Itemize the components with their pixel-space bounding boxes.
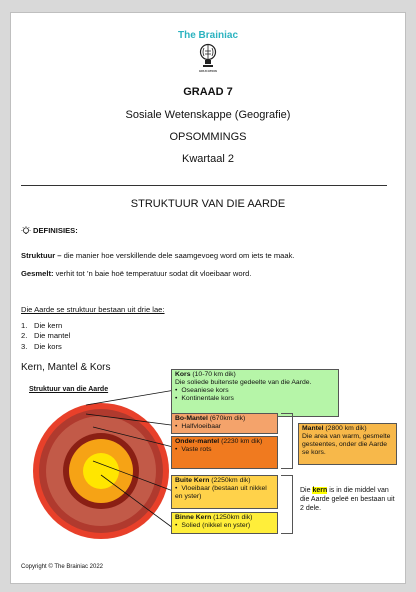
crust-box: Kors (10-70 km dik) Die soliede buitenste gedeelte van die Aarde. • Oseaniese kors • Kontinentale kors [171, 369, 339, 417]
term-heading: Kwartaal 2 [182, 153, 234, 165]
definition-term: Struktuur – [21, 251, 62, 260]
definition-text: verhit tot ’n baie hoë temperatuur sodat dit vloeibaar word. [53, 269, 252, 278]
diagram-caption: Struktuur van die Aarde [29, 386, 109, 393]
outer-core-box: Buite Kern (2250km dik) • Vloeibaar (bestaan uit nikkel en yster) [171, 475, 278, 509]
core-bracket [281, 475, 293, 534]
list-item: 1. Die kern [21, 321, 63, 330]
footer-copyright: Copyright © The Brainiac 2022 [21, 564, 104, 570]
list-item: 2. Die mantel [21, 331, 71, 341]
mantle-box: Mantel (2800 km dik) Die area van warm, gesmelte gesteentes, onder die Aarde se kors. [298, 423, 397, 465]
grade-heading: GRAAD 7 [183, 86, 233, 98]
definitions-heading: DEFINISIES: [33, 226, 78, 235]
diagram-heading: Kern, Mantel & Kors [21, 362, 111, 373]
definition-text: die manier hoe verskillende dele saamgevoeg word om iets te maak. [61, 251, 295, 260]
worksheet-page [10, 12, 406, 584]
layers-intro: Die Aarde se struktuur bestaan uit drie lae: [21, 305, 165, 314]
brand-name: The Brainiac [177, 30, 239, 41]
definition-term: Gesmelt: [21, 269, 54, 278]
subject-heading: Sosiale Wetenskappe (Geografie) [125, 109, 291, 121]
doc-type-heading: OPSOMMINGS [169, 131, 247, 143]
lower-mantle-box: Onder-mantel (2230 km dik) • Vaste rots [171, 436, 278, 469]
mantle-bracket [281, 413, 293, 469]
section-title: STRUKTUUR VAN DIE AARDE [130, 198, 286, 210]
upper-mantle-box: Bo-Mantel (670km dik) • Halfvloeibaar [171, 413, 278, 434]
core-note: Die kern is in die middel van die Aarde geleë en bestaan uit 2 dele. [300, 487, 395, 512]
logo-tag: EDUCATION [199, 69, 217, 73]
inner-core-box: Binne Kern (1250km dik) • Solied (nikkel en yster) [171, 512, 278, 534]
list-item: 3. Die kors [21, 341, 62, 351]
